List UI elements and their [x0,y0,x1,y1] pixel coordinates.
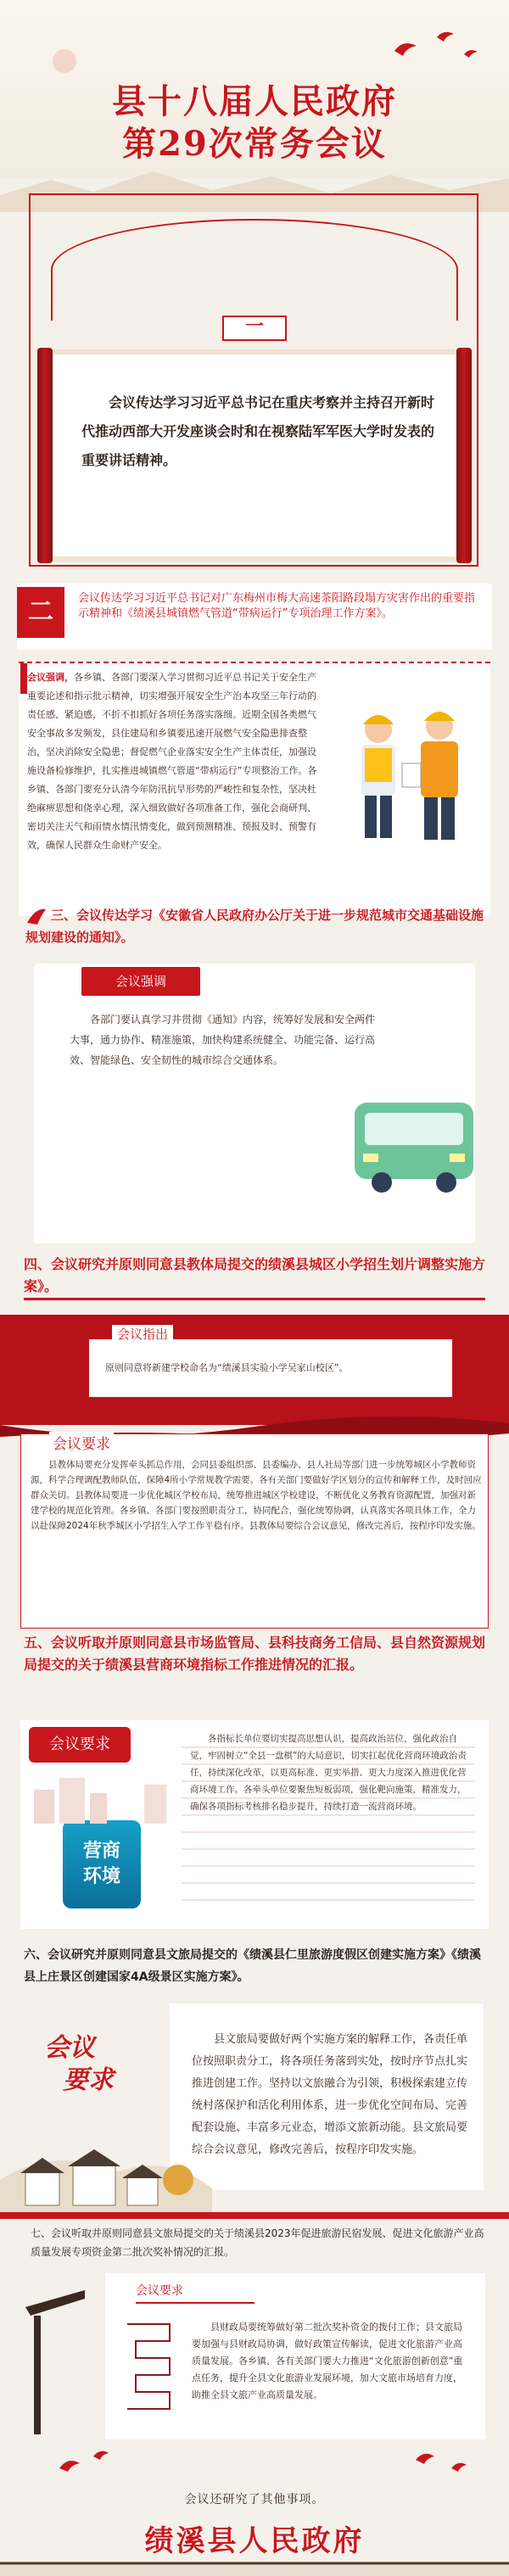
footer-swallows-right-icon [399,2443,484,2477]
section1-number: 一 [222,316,287,341]
construction-workers-illustration [336,696,489,848]
section2-accent-bar [20,663,27,694]
page-title-line2: 第29次常务会议 [122,124,387,164]
section2-text [27,668,322,855]
section1-text: 会议传达学习习近平总书记在重庆考察并主持召开新时代推动西部大开发座谈会时和在视察陆军军医大学时发表的重要讲话精神。 [81,394,435,468]
section4-title: 四、会议研究并原则同意县教体局提交的绩溪县城区小学招生划片调整实施方案》。 [24,1256,486,1294]
section4-underline [24,1298,485,1300]
badge-line2: 环境 [82,1866,120,1887]
scroll-left-rod [37,348,53,563]
section2-body-text: 各乡镇、各部门要深入学习贯彻习近平总书记关于安全生产重要论述和指示批示精神，切实增强开展安全生产治本攻坚三年行动的责任感、紧迫感，不折不扣抓好各项任务落实落细。近期全国各类燃气安全事故多发频发，县住建局和乡镇要迅速开展燃气安全隐患排查整治，坚决消除安全隐患；督促燃气企业落实安全生产主体责任，加强设施设备检修维护，扎实推进城镇燃气管道“带病运行”专项整治工作。各乡镇、各部门要充分认清今年防汛抗旱形势的严峻性和复杂性，坚决杜绝麻痹思想和侥幸心理，深入细致做好各项准备工作，强化会商研判、密切关注天气和雨情水情汛情变化，做到预测精准、预报及时、预警有效，确保人民群众生命财产安全。 [27,672,317,851]
section7-tag: 会议要求 [136,2282,255,2304]
footer-note: 会议还研究了其他事项。 [184,2493,325,2506]
sun-icon [34,42,127,76]
section3-title: 三、会议传达学习《安徽省人民政府办公厅关于进一步规范城市交通基础设施规划建设的通知》。 [25,908,484,945]
section4-tag2: 会议要求 [49,1432,114,1453]
footer-swallows-left-icon [51,2443,136,2477]
roof-eave-icon [25,2290,93,2443]
section7-title: 七、会议听取并原则同意县文旅局提交的关于绩溪县2023年促进旅游民宿发展、促进文化旅游产业高质量发展专项资金第二批次奖补情况的汇报。 [31,2227,484,2258]
village-illustration [0,2121,212,2214]
bus-illustration [346,1077,482,1204]
section7-top-bar [0,2212,509,2219]
section1-arch [51,219,458,321]
flying-swallows-icon [386,17,488,68]
section7-text: 县财政局要统筹做好第二批次奖补资金的拨付工作；县文旅局要加强与县财政局协调，做好政策宣传解读，促进文化旅游产业高质量发展。各乡镇、各有关部门要大力推进“文化旅游创新创意”重点任务，提升全县文化旅游业发展环境，加大文旅市场培育力度，助推全县文旅产业高质量发展。 [192,2322,463,2400]
business-environment-badge [63,1820,141,1908]
section6-logo [44,2032,137,2097]
badge-line1: 营商 [82,1841,120,1862]
section4-text2: 县教体局要充分发挥牵头抓总作用，会同县委组织部、县委编办、县人社局等部门进一步统筹城区小学教师资源，科学合理调配教师队伍，保障4所小学常规教学需要。各有关部门要做好学区划分的宣传和解释工作，及时回应群众关切。县教体局要进一步优化城区学校布局，统筹推进城区学校建设，不断优化义务教育资源配置，加强对新建学校的规范化管理。各乡镇、各部门要按照职责分工，协同配合，强化统筹协调，认真落实各项具体工作，全力以赴保障2024年秋季城区小学招生入学工作平稳有序。县教体局要综合会议意见，修改完善后，按程序印发实施。 [31,1460,482,1531]
logo-line2: 要求 [63,2065,114,2095]
logo-line1: 会议 [44,2033,95,2063]
section5-title: 五、会议听取并原则同意县市场监管局、县科技商务工信局、县自然资源规划局提交的关于绩溪县营商环境指标工作推进情况的汇报。 [24,1634,486,1673]
section3-header [25,904,484,948]
page-title-line1: 县十八届人民政府 [112,81,397,121]
section2-number: 二 [17,587,64,638]
section2-lead: 会议强调， [27,672,74,683]
section5-text: 各指标长单位要切实提高思想认识，提高政治站位，强化政治自觉，牢固树立“全县一盘棋”的大局意识，切实扛起优化营商环境政治责任，持续深化改革，以更高标准、更实举措、更大力度深入推进优化营商环境工作。各牵头单位要聚焦短板弱项，强化靶向施策，精准发力，确保各项指标考核排名稳步提升，持续打造一流营商环境。 [190,1734,467,1812]
footer-wall-decoration [0,2556,509,2576]
section5-tag: 会议要求 [29,1727,131,1763]
footer-organization: 绩溪县人民政府 [144,2524,365,2558]
scroll-right-rod [456,348,472,563]
section7-pattern [119,2316,178,2417]
building-skyline-icon [25,1773,178,1824]
section3-tag: 会议强调 [81,967,200,996]
section6-title: 六、会议研究并原则同意县文旅局提交的《绩溪县仁里旅游度假区创建实施方案》《绩溪县上庄景区创建国家4A级景区实施方案》。 [24,1948,481,1984]
section4-text1: 原则同意将新建学校命名为“绩溪县实验小学吴家山校区”。 [105,1362,349,1373]
section4-tag1: 会议指出 [112,1325,173,1343]
section6-text: 县文旅局要做好两个实施方案的解释工作，各责任单位按照职责分工，将各项任务落到实处，按时序节点扎实推进创建工作。坚持以文旅融合为引领，积极探索建立传统村落保护和活化利用体系，进一步优化空间布局、完善配套设施、丰富多元业态，增添文旅新动能。县文旅局要综合会议意见，修改完善后，按程序印发实施。 [192,2033,468,2156]
section2-title: 会议传达学习习近平总书记对广东梅州市梅大高速茶阳路段塌方灾害作出的重要指示精神和《绩溪县城镇燃气管道“带病运行”专项治理工作方案》。 [78,592,476,620]
section3-text: 各部门要认真学习并贯彻《通知》内容，统筹好发展和安全两件大事，通力协作、精准施策，加快构建系统健全、功能完备、运行高效、智能绿色、安全韧性的城市综合交通体系。 [70,1014,376,1066]
